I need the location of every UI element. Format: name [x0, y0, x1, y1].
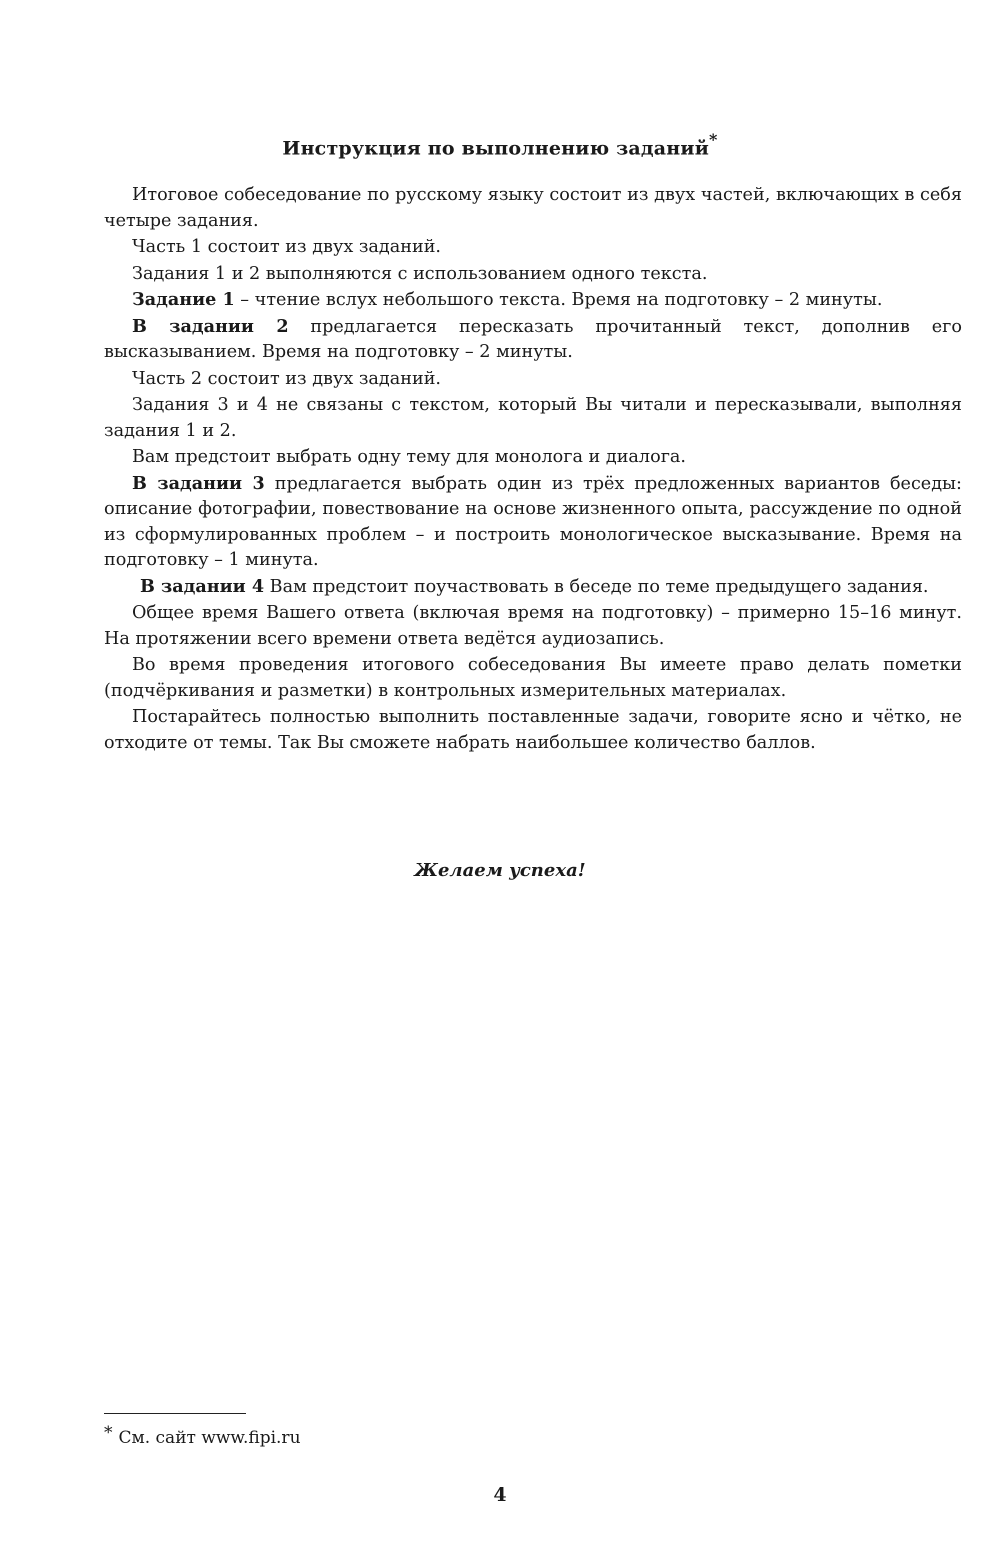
- paragraph-12-text: Во время проведения итогового собеседования Вы имеете право делать пометки (подчёркивания и разметки) в контрольных измерительных материалах.: [104, 655, 962, 701]
- paragraph-9: [104, 471, 962, 574]
- paragraph-5-bold: В задании 2: [132, 315, 289, 337]
- paragraph-7-text: Задания 3 и 4 не связаны с текстом, который Вы читали и пересказывали, выполняя задания 1 и 2.: [104, 395, 962, 441]
- paragraph-2: [104, 234, 962, 261]
- paragraph-10: [104, 574, 962, 601]
- page-number: 4: [493, 1484, 507, 1506]
- paragraph-7: [104, 392, 962, 444]
- paragraph-8-text: Вам предстоит выбрать одну тему для монолога и диалога.: [132, 447, 686, 467]
- paragraph-4: [104, 287, 962, 314]
- paragraph-12: [104, 652, 962, 704]
- paragraph-1: [104, 182, 962, 234]
- paragraph-9-bold: В задании 3: [132, 472, 265, 494]
- paragraph-10-text: Вам предстоит поучаствовать в беседе по теме предыдущего задания.: [264, 576, 929, 597]
- paragraph-2-text: Часть 1 состоит из двух заданий.: [132, 237, 442, 257]
- paragraph-4-text: – чтение вслух небольшого текста. Время на подготовку – 2 минуты.: [234, 290, 883, 310]
- footnote-marker: *: [104, 1423, 113, 1443]
- paragraph-6: [104, 366, 962, 393]
- paragraph-10-bold: В задании 4: [140, 575, 265, 597]
- paragraph-11: [104, 600, 962, 652]
- paragraph-5-text: предлагается пересказать прочитанный текст, дополнив его высказыванием. Время на подготовку – 2 минуты.: [104, 316, 962, 362]
- paragraph-3: [104, 261, 962, 288]
- paragraph-9-text: предлагается выбрать один из трёх предложенных вариантов беседы: описание фотографии, повествование на основе жизненного опыта, рассуждение по одной из сформулированных проблем – и построить монологическое высказывание. Время на подготовку – 1 минута.: [104, 473, 962, 570]
- paragraph-6-text: Часть 2 состоит из двух заданий.: [132, 368, 442, 389]
- instructions-body: [104, 182, 962, 756]
- page-title-text: Инструкция по выполнению заданий: [282, 137, 709, 160]
- paragraph-4-bold: Задание 1: [132, 289, 235, 310]
- paragraph-11-text: Общее время Вашего ответа (включая время на подготовку) – примерно 15–16 минут. На протяжении всего времени ответа ведётся аудиозапись.: [104, 603, 962, 649]
- footnote-reference-marker: *: [708, 130, 718, 149]
- paragraph-1-text: Итоговое собеседование по русскому языку состоит из двух частей, включающих в себя четыре задания.: [104, 185, 962, 231]
- footnote-text: См. сайт www.fipi.ru: [118, 1428, 301, 1448]
- paragraph-5: [104, 314, 962, 366]
- paragraph-8: [104, 444, 962, 471]
- paragraph-13-text: Постарайтесь полностью выполнить поставленные задачи, говорите ясно и чётко, не отходите от темы. Так Вы сможете набрать наибольшее количество баллов.: [104, 707, 962, 753]
- paragraph-13: [104, 704, 962, 756]
- paragraph-3-text: Задания 1 и 2 выполняются с использованием одного текста.: [132, 263, 708, 284]
- page-title: [0, 132, 1000, 159]
- footnote: [104, 1423, 301, 1448]
- closing-wish: Желаем успеха!: [414, 860, 586, 881]
- footnote-divider: [104, 1413, 246, 1414]
